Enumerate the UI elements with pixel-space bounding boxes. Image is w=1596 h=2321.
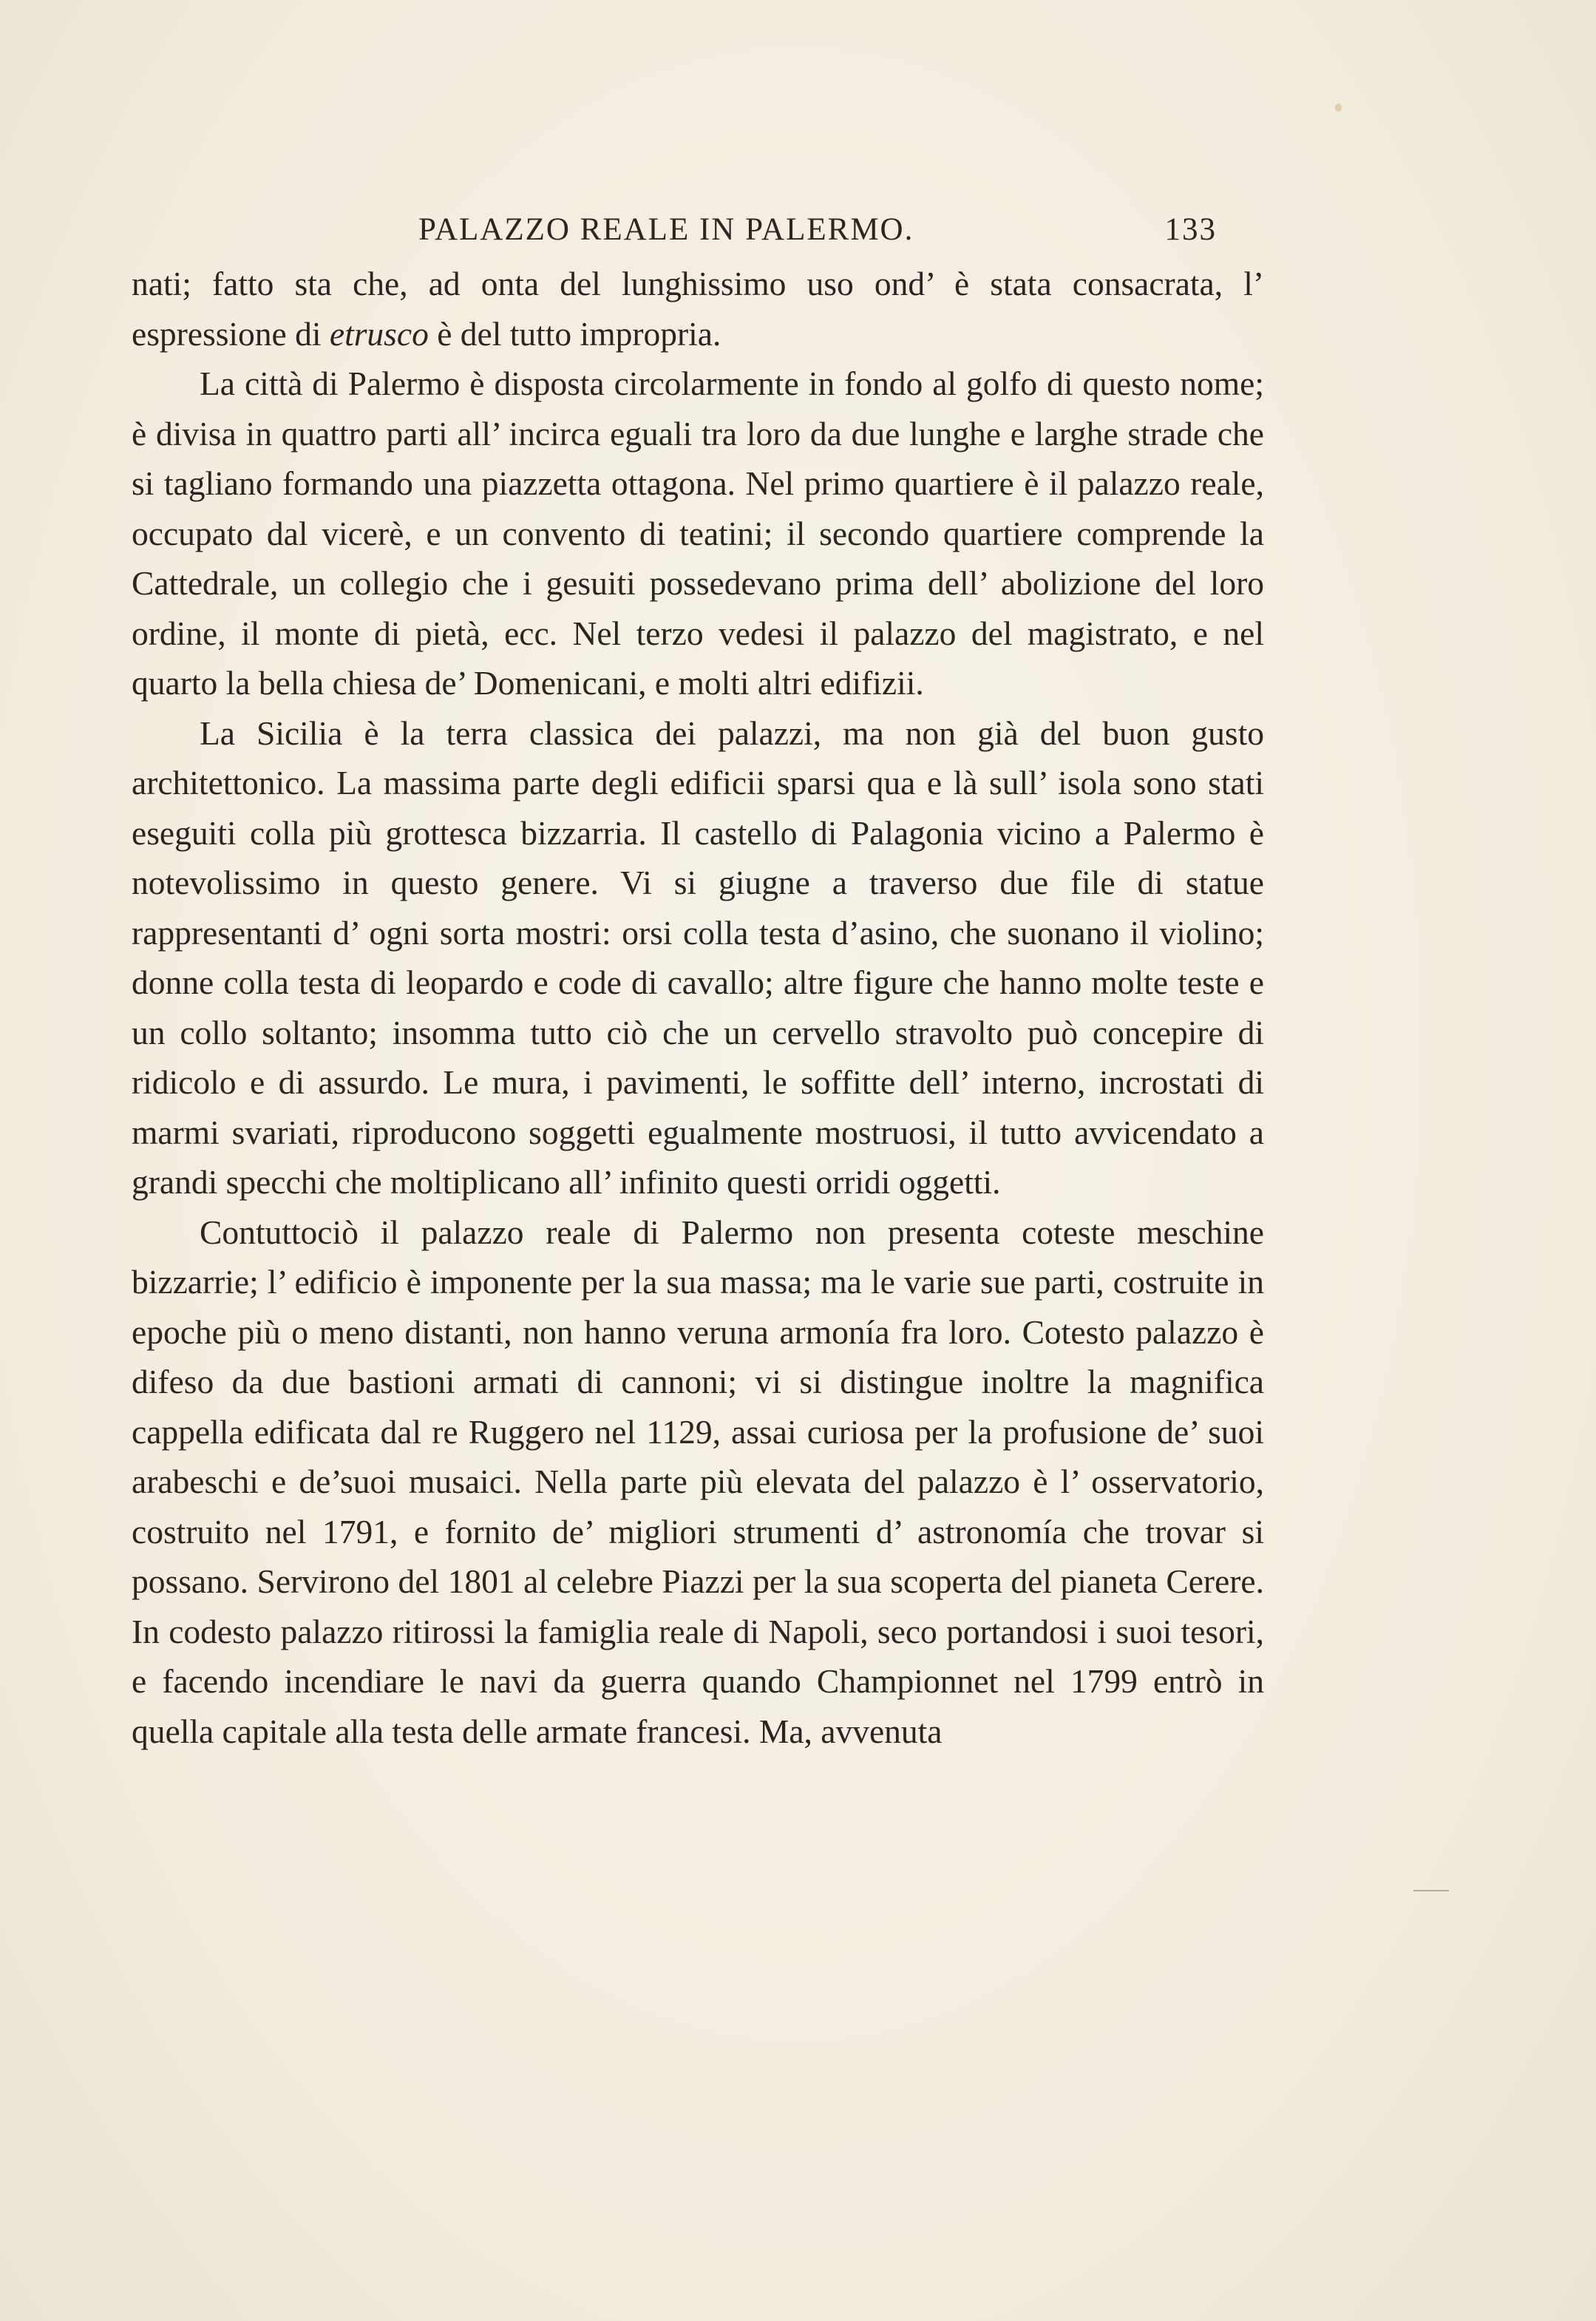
- paragraph-4: Contuttociò il palazzo reale di Palermo non presenta coteste meschine bizzarrie; l’ edificio è imponente per la sua massa; ma le varie sue parti, costruite in epoche più o meno distanti, non hanno veruna armonía fra loro. Cotesto palazzo è difeso da due bastioni armati di cannoni; vi si distingue inoltre la magnifica cappella edificata dal re Ruggero nel 1129, assai curiosa per la profusione de’ suoi arabeschi e de’suoi musaici. Nella parte più elevata del palazzo è l’ osservatorio, costruito nel 1791, e fornito de’ migliori strumenti d’ astronomía che trovar si possano. Servirono del 1801 al celebre Piazzi per la sua scoperta del pianeta Cerere. In codesto palazzo ritirossi la famiglia reale di Napoli, seco portandosi i suoi tesori, e facendo incendiare le navi da guerra quando Championnet nel 1799 entrò in quella capitale alla testa delle armate francesi. Ma, avvenuta: [132, 1213, 1264, 1750]
- page-number: 133: [1164, 212, 1217, 247]
- paper-speck: [1335, 104, 1342, 112]
- paragraph-1-start: nati; fatto sta che, ad onta del lunghissimo uso ond’ è stata consacrata, l’ espressione di: [132, 265, 1264, 353]
- paragraph-1-end: è del tutto impropria.: [428, 314, 721, 353]
- page-header: [418, 211, 1217, 256]
- body-text: [132, 259, 1264, 1756]
- paragraph-1: [132, 259, 1264, 359]
- italic-term: etrusco: [329, 314, 429, 353]
- running-title: PALAZZO REALE IN PALERMO.: [418, 212, 914, 247]
- paragraph-3: La Sicilia è la terra classica dei palazzi, ma non già del buon gusto architettonico. La massima parte degli edificii sparsi qua e là sull’ isola sono stati eseguiti colla più grottesca bizzarria. Il castello di Palagonia vicino a Palermo è notevolissimo in questo genere. Vi si giugne a traverso due file di statue rappresentanti d’ ogni sorta mostri: orsi colla testa d’asino, che suonano il violino; donne colla testa di leopardo e code di cavallo; altre figure che hanno molte teste e un collo soltanto; insomma tutto ciò che un cervello stravolto può concepire di ridicolo e di assurdo. Le mura, i pavimenti, le soffitte dell’ interno, incrostati di marmi svariati, riproducono soggetti egualmente mostruosi, il tutto avvicendato a grandi specchi che moltiplicano all’ infinito questi orridi oggetti.: [132, 714, 1264, 1201]
- margin-mark: [1413, 1890, 1449, 1891]
- paragraph-2: La città di Palermo è disposta circolarmente in fondo al golfo di questo nome; è divisa in quattro parti all’ incirca eguali tra loro da due lunghe e larghe strade che si tagliano formando una piazzetta ottagona. Nel primo quartiere è il palazzo reale, occupato dal vicerè, e un convento di teatini; il secondo quartiere comprende la Cattedrale, un collegio che i gesuiti possedevano prima dell’ abolizione del loro ordine, il monte di pietà, ecc. Nel terzo vedesi il palazzo del magistrato, e nel quarto la bella chiesa de’ Domenicani, e molti altri edifizii.: [132, 365, 1264, 702]
